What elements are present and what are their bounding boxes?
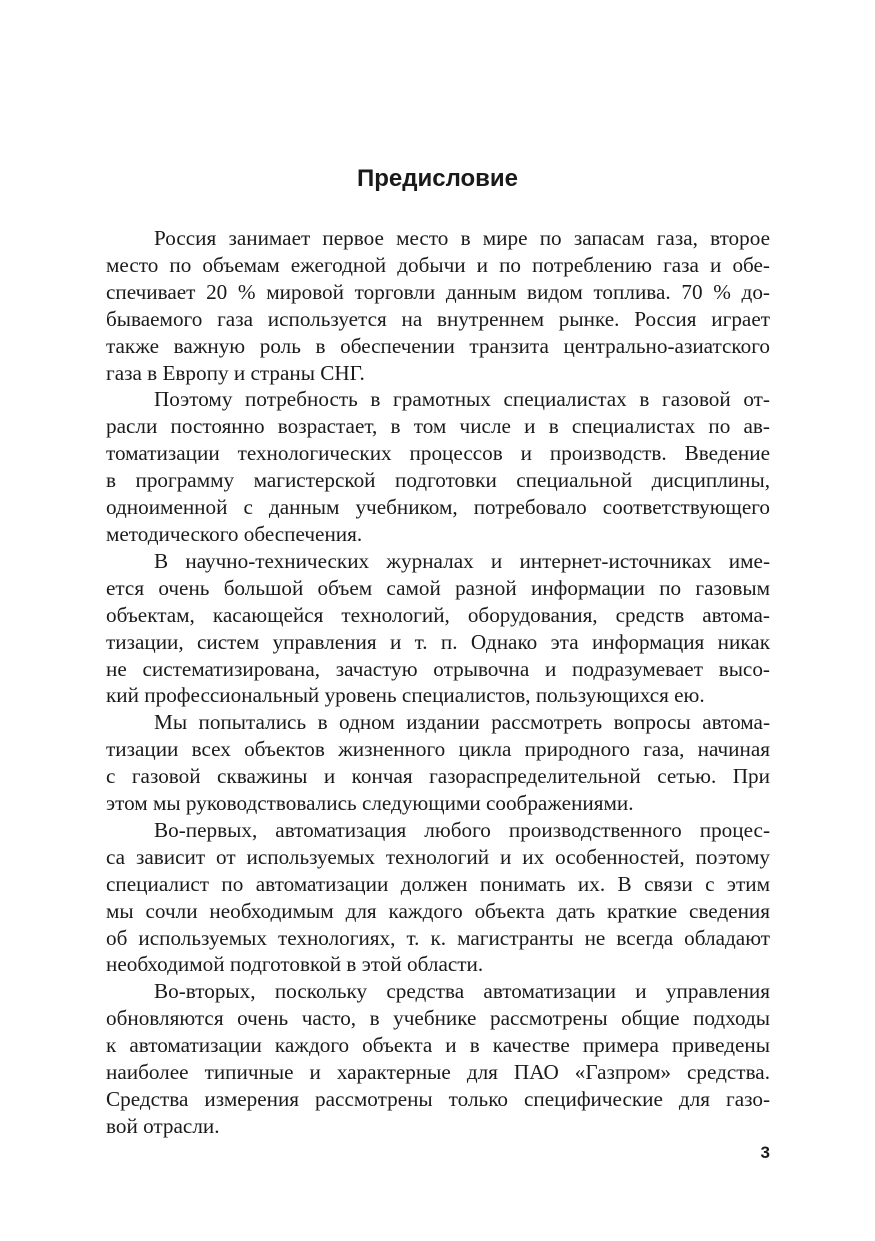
text-line: также важную роль в обеспечении транзита центрально-азиатского [106, 333, 770, 358]
text-line: методического обеспечения. [106, 521, 363, 546]
text-line: тизации всех объектов жизненного цикла природного газа, начиная [106, 737, 770, 762]
text-line: Во-вторых, поскольку средства автоматизации и управления [154, 979, 770, 1004]
paragraph [106, 386, 770, 547]
text-line: не систематизирована, зачастую отрывочна и подразумевает высо- [106, 656, 770, 681]
text-line: мы сочли необходимым для каждого объекта дать краткие сведения [106, 898, 770, 923]
paragraph [106, 548, 770, 709]
text-line: Поэтому потребность в грамотных специалистах в газовой от- [154, 387, 770, 412]
paragraph [106, 978, 770, 1139]
page-number: 3 [760, 1143, 770, 1162]
text-line: специалист по автоматизации должен понимать их. В связи с этим [106, 871, 770, 896]
text-line: расли постоянно возрастает, в том числе и в специалистах по ав- [106, 414, 770, 439]
body-text [106, 225, 770, 1140]
text-line: Во-первых, автоматизация любого производственного процес- [154, 817, 770, 842]
text-line: место по объемам ежегодной добычи и по потреблению газа и обе- [106, 252, 770, 277]
text-line: к автоматизации каждого объекта и в качестве примера приведены [106, 1033, 770, 1058]
text-line: бываемого газа используется на внутреннем рынке. Россия играет [106, 306, 770, 331]
text-line: одноименной с данным учебником, потребовало соответствующего [106, 495, 770, 520]
text-line: об используемых технологиях, т. к. магистранты не всегда обладают [106, 925, 770, 950]
page-title: Предисловие [356, 165, 519, 192]
text-line: ется очень большой объем самой разной информации по газовым [106, 575, 770, 600]
text-line: с газовой скважины и кончая газораспределительной сетью. При [106, 764, 770, 789]
text-line: этом мы руководствовались следующими соображениями. [106, 791, 634, 816]
text-line: Мы попытались в одном издании рассмотреть вопросы автома- [154, 710, 770, 735]
text-line: обновляются очень часто, в учебнике рассмотрены общие подходы [106, 1006, 770, 1031]
paragraph [106, 817, 770, 978]
text-line: са зависит от используемых технологий и их особенностей, поэтому [106, 844, 770, 869]
text-line: наиболее типичные и характерные для ПАО «Газпром» средства. [106, 1060, 770, 1085]
text-line: В научно-технических журналах и интернет-источниках име- [154, 548, 770, 573]
text-line: кий профессиональный уровень специалистов, пользующихся ею. [106, 683, 705, 708]
text-line: газа в Европу и страны СНГ. [106, 360, 365, 385]
text-line: тизации, систем управления и т. п. Однако эта информация никак [106, 629, 770, 654]
paragraph [106, 225, 770, 386]
text-line: объектам, касающейся технологий, оборудования, средств автома- [106, 602, 770, 627]
text-line: в программу магистерской подготовки специальной дисциплины, [106, 468, 770, 493]
text-line: необходимой подготовкой в этой области. [106, 952, 484, 977]
paragraph [106, 709, 770, 817]
text-line: вой отрасли. [106, 1113, 220, 1138]
text-line: Россия занимает первое место в мире по запасам газа, второе [154, 226, 770, 250]
text-line: спечивает 20 % мировой торговли данным видом топлива. 70 % до- [106, 279, 770, 304]
text-line: томатизации технологических процессов и производств. Введение [106, 441, 770, 466]
text-line: Средства измерения рассмотрены только специфические для газо- [106, 1087, 770, 1111]
